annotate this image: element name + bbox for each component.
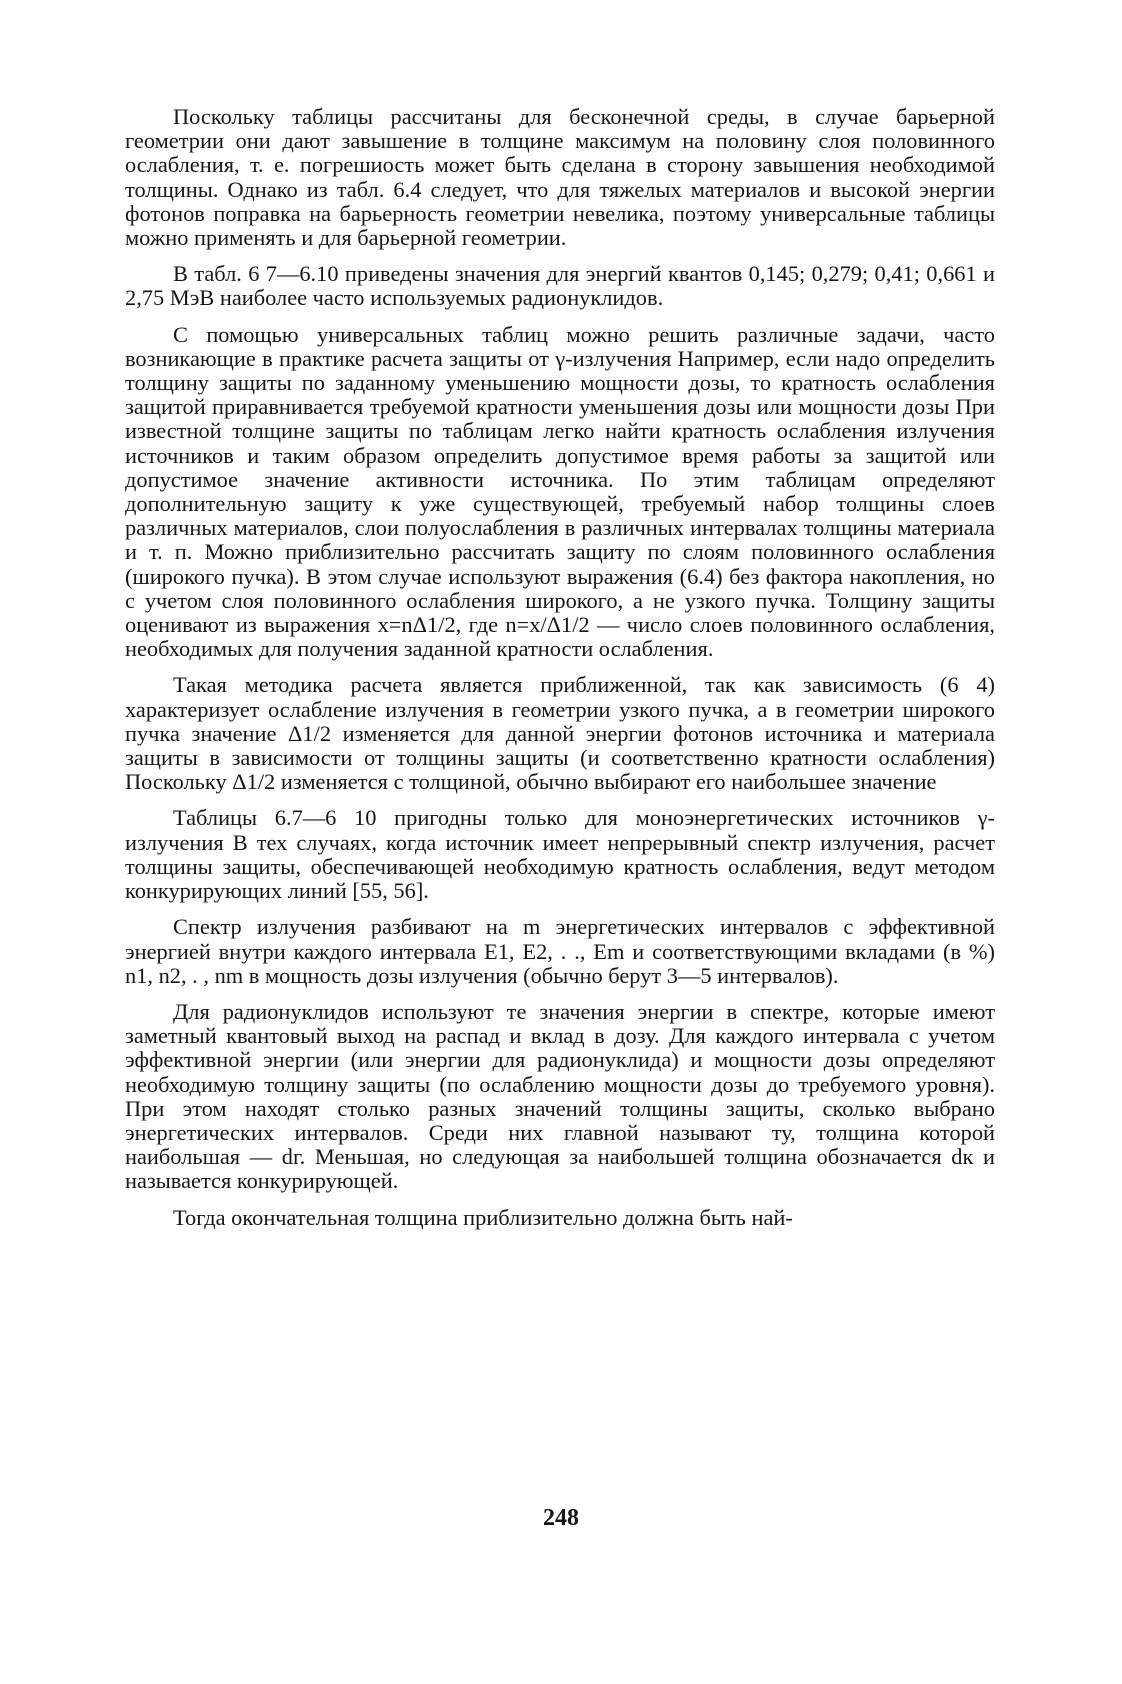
paragraph-1: Поскольку таблицы рассчитаны для бесконечной среды, в случае барьерной геометрии они дают завышение в толщине максимум на половину слоя половинного ослабления, т. е. погрешиость может быть сделана в сторону завышения необходимой толщины. Однако из табл. 6.4 следует, что для тяжелых материалов и высокой энергии фотонов поправка на барьерность геометрии невелика, поэтому универсальные таблицы можно применять и для барьерной геометрии. (125, 104, 995, 251)
paragraph-7: Для радионуклидов используют те значения энергии в спектре, которые имеют заметный квантовый выход на распад и вклад в дозу. Для каждого интервала с учетом эффективной энергии (или энергии для радионуклида) и мощности дозы определяют необходимую толщину защиты (по ослаблению мощности дозы до требуемого уровня). При этом находят столько разных значений толщины защиты, сколько выбрано энергетических интервалов. Среди них главной называют ту, толщина которой наибольшая — dг. Меньшая, но следующая за наибольшей толщина обозначается dк и называется конкурирующей. (125, 998, 995, 1194)
paragraph-8: Тогда окончательная толщина приблизительно должна быть най- (173, 1204, 793, 1230)
paragraph-3: С помощью универсальных таблиц можно решить различные задачи, часто возникающие в практике расчета защиты от γ-излучения Например, если надо определить толщину защиты по заданному уменьшению мощности дозы, то кратность ослабления защитой приравнивается требуемой кратности уменьшения дозы или мощности дозы При известной толщине защиты по таблицам легко найти кратность ослабления излучения источников и таким образом определить допустимое время работы за защитой или допустимое значение активности источника. По этим таблицам определяют дополнительную защиту к уже существующей, требуемый набор толщины слоев различных материалов, слои полуослабления в различных интервалах толщины материала и т. п. Можно приблизительно рассчитать защиту по слоям половинного ослабления (широкого пучка). В этом случае используют выражения (6.4) без фактора накопления, но с учетом слоя половинного ослабления широкого, а не узкого пучка. Толщину защиты оценивают из выражения x=nΔ1/2, где n=x/Δ1/2 — число слоев половинного ослабления, необходимых для получения заданной кратности ослабления. (125, 321, 995, 662)
paragraph-2: В табл. 6 7—6.10 приведены значения для энергий квантов 0,145; 0,279; 0,41; 0,661 и 2,75 МэВ наиболее часто используемых радионуклидов. (125, 261, 995, 311)
paragraph-5: Таблицы 6.7—6 10 пригодны только для моноэнергетических источников γ-излучения В тех случаях, когда источник имеет непрерывный спектр излучения, расчет толщины защиты, обеспечивающей необходимую кратность ослабления, ведут методом конкурирующих линий [55, 56]. (125, 805, 995, 904)
page-body (125, 105, 995, 1230)
page-number: 248 (543, 1505, 579, 1531)
paragraph-4: Такая методика расчета является приближенной, так как зависимость (6 4) характеризует ослабление излучения в геометрии узкого пучка, а в геометрии широкого пучка значение Δ1/2 изменяется для данной энергии фотонов источника и материала защиты в зависимости от толщины защиты (и соответственно кратности ослабления) Поскольку Δ1/2 изменяется с толщиной, обычно выбирают его наибольшее значение (125, 672, 995, 795)
paragraph-6: Спектр излучения разбивают на m энергетических интервалов с эффективной энергией внутри каждого интервала E1, E2, . ., Em и соответствующими вкладами (в %) n1, n2, . , nm в мощность дозы излучения (обычно берут 3—5 интервалов). (125, 914, 995, 988)
